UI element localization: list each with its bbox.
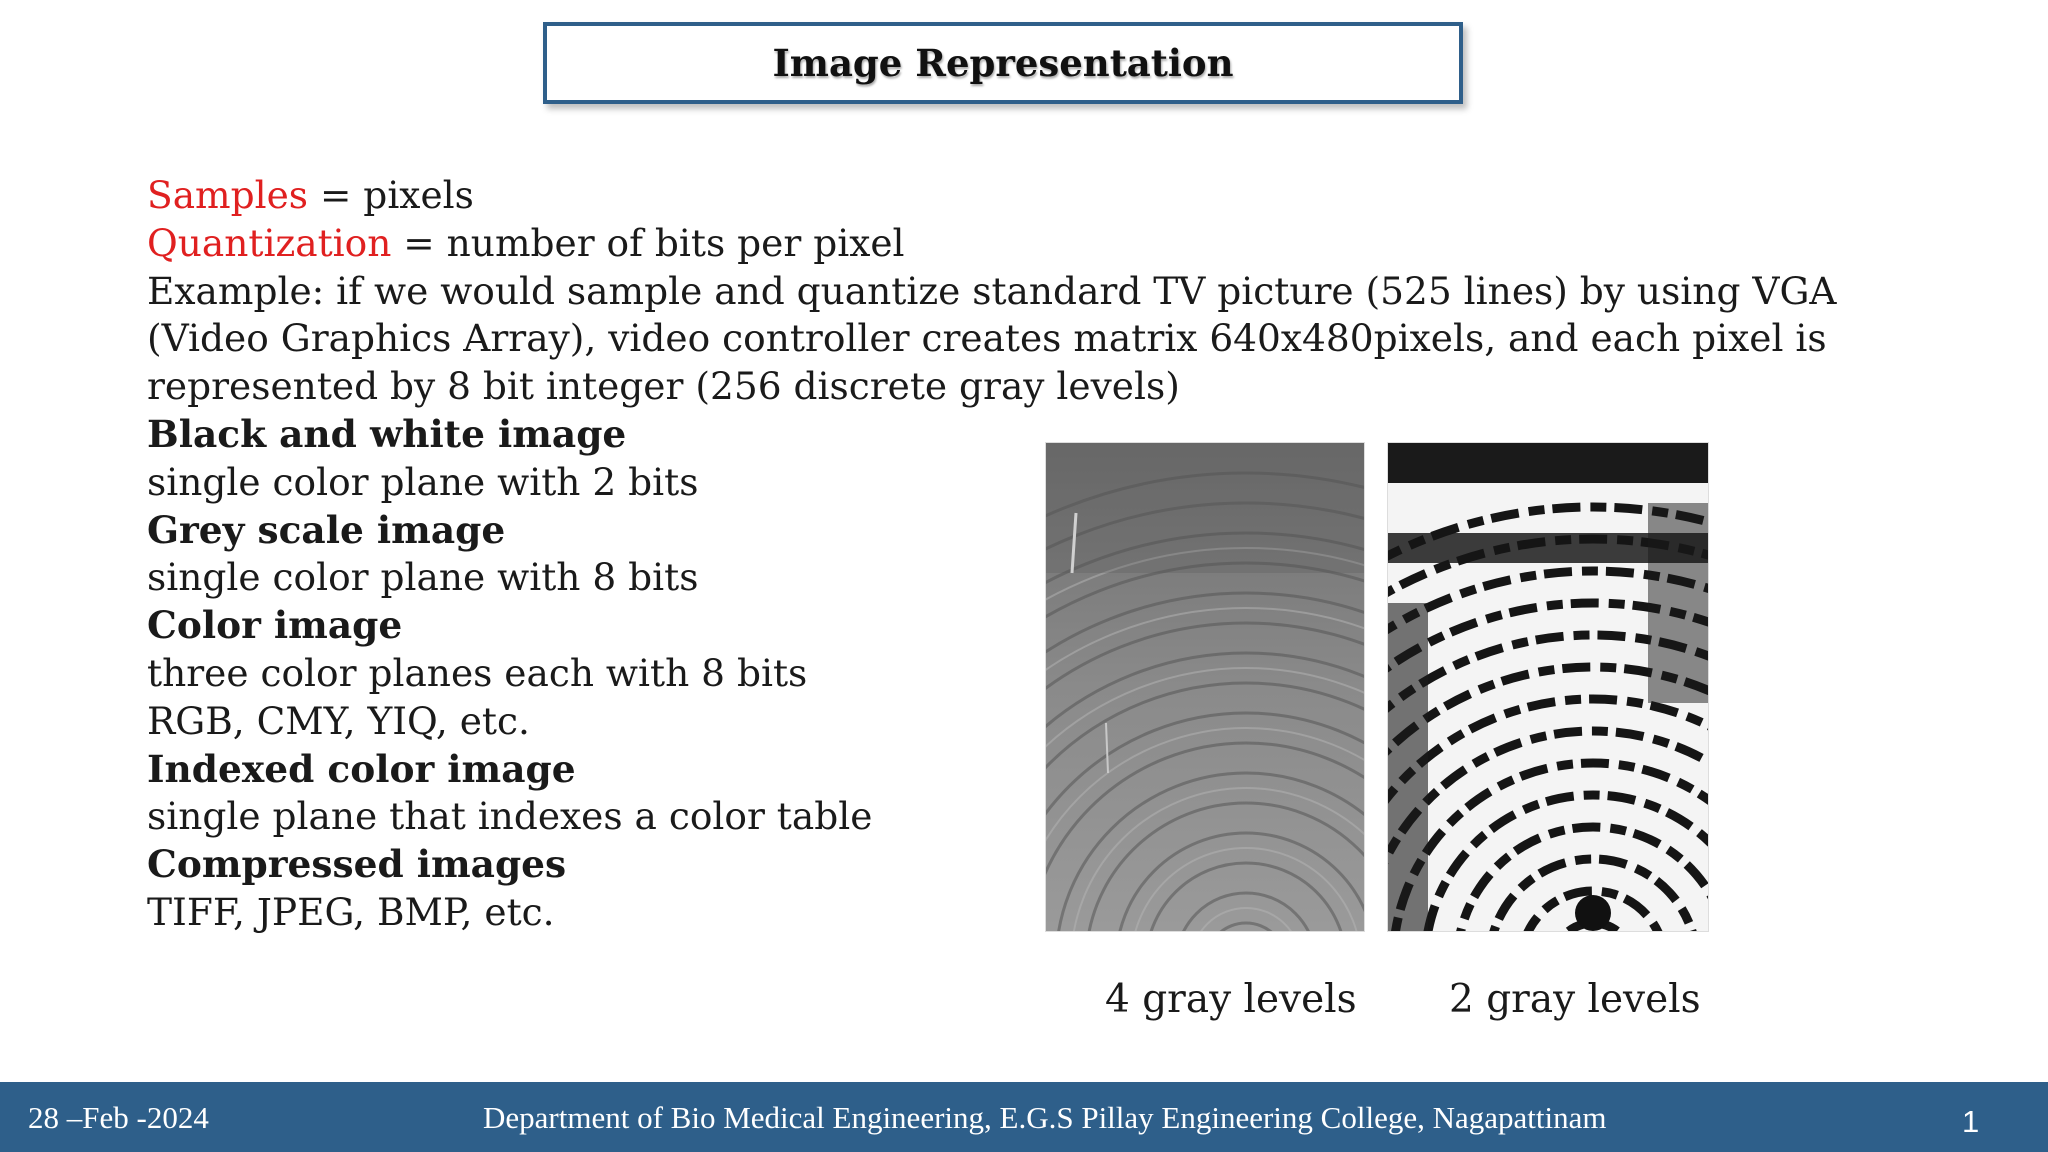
- quantization-line: [147, 220, 1907, 268]
- footer-date: 28 –Feb -2024: [28, 1100, 209, 1135]
- compressed-desc: TIFF, JPEG, BMP, etc.: [147, 889, 555, 934]
- quantization-text: = number of bits per pixel: [391, 220, 905, 265]
- samples-text: = pixels: [308, 173, 474, 217]
- bw-desc: single color plane with 2 bits: [147, 459, 699, 504]
- samples-label: Samples: [147, 173, 309, 217]
- tree-rings-4-gray-image: [1045, 442, 1365, 932]
- compressed-heading: Compressed images: [147, 842, 567, 887]
- example-line-2: (Video Graphics Array), video controller creates matrix 640x480pixels, and each pixel is: [147, 316, 1827, 361]
- quantization-label: Quantization: [147, 220, 392, 265]
- color-heading: Color image: [147, 603, 403, 648]
- indexed-heading: Indexed color image: [147, 746, 576, 791]
- grey-desc: single color plane with 8 bits: [147, 555, 699, 600]
- footer-bar: [0, 1082, 2048, 1152]
- figure-caption-4-gray: 4 gray levels: [1105, 977, 1357, 1022]
- grey-heading: Grey scale image: [147, 507, 506, 552]
- samples-line: [147, 172, 1907, 220]
- bw-heading: Black and white image: [147, 411, 627, 456]
- example-line-1: Example: if we would sample and quantize standard TV picture (525 lines) by using VGA: [147, 268, 1837, 313]
- indexed-desc: single plane that indexes a color table: [147, 794, 873, 839]
- color-desc-1: three color planes each with 8 bits: [147, 650, 808, 695]
- page-number: 1: [1962, 1104, 1980, 1139]
- title-box: [543, 22, 1463, 104]
- color-desc-2: RGB, CMY, YIQ, etc.: [147, 698, 530, 743]
- figure-caption-2-gray: 2 gray levels: [1449, 977, 1701, 1022]
- example-line-3: represented by 8 bit integer (256 discrete gray levels): [147, 364, 1180, 409]
- tree-rings-2-gray-image: [1387, 442, 1709, 932]
- slide-title: Image Representation: [772, 41, 1234, 85]
- footer-department: Department of Bio Medical Engineering, E.G.S Pillay Engineering College, Nagapattinam: [483, 1100, 1607, 1135]
